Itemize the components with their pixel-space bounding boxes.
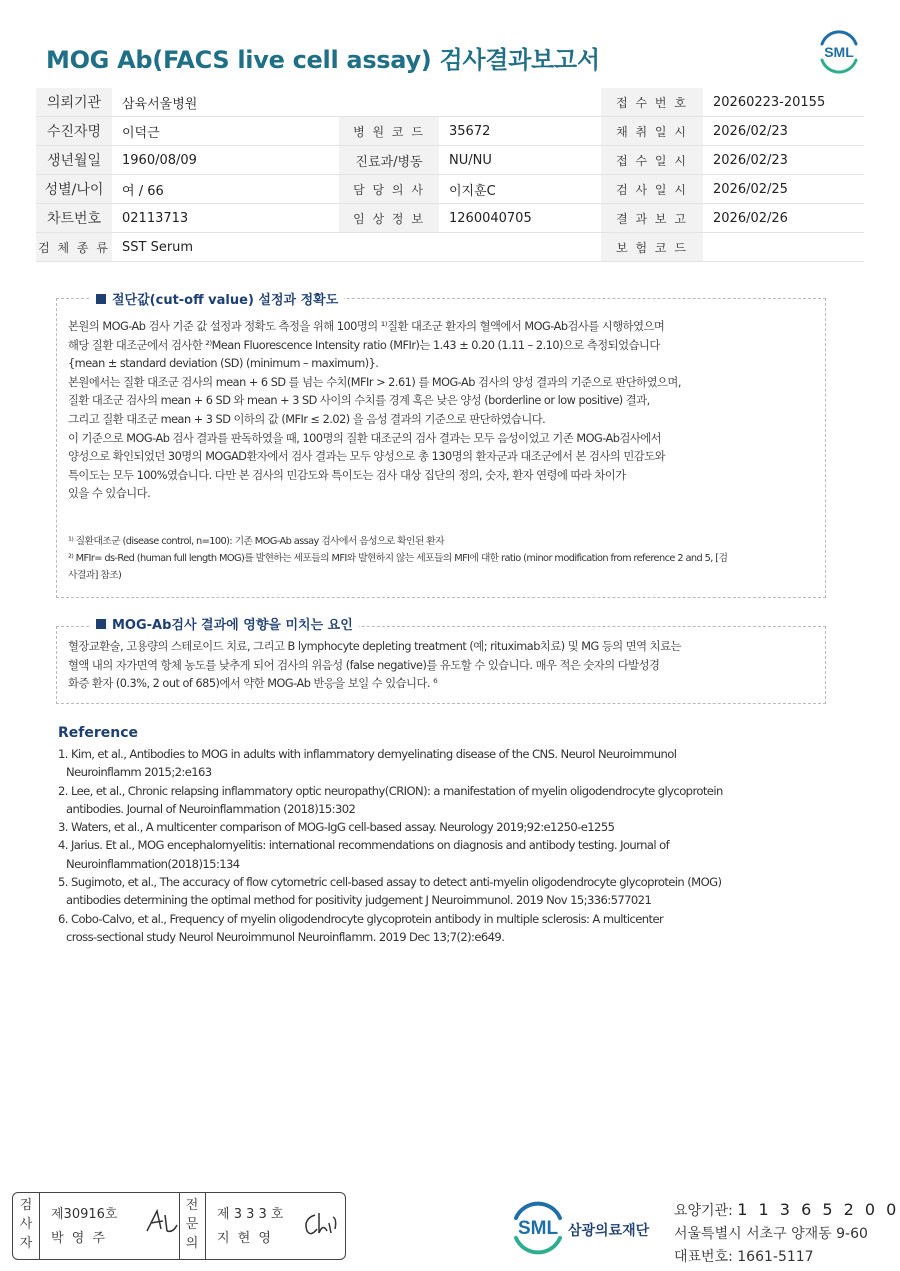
patient-info-table	[36, 88, 864, 262]
sex-age-label: 성별/나이	[36, 175, 112, 204]
specialist-signature-icon	[301, 1209, 339, 1239]
reference-line: 4. Jarius. Et al., MOG encephalomyelitis: international recommendations on diagnosis and antibody testing. Journal of	[58, 838, 670, 853]
reference-line: 3. Waters, et al., A multicenter comparison of MOG-IgG cell-based assay. Neurology 2019;92:e1250-e1255	[58, 820, 615, 835]
paragraph-line: 본원에서는 질환 대조군 검사의 mean + 6 SD 를 넘는 수치(MFIr > 2.61) 를 MOG-Ab 검사의 양성 결과의 기준으로 판단하였으며,	[68, 375, 681, 389]
insurance-code-label: 보 험 코 드	[601, 233, 703, 262]
paragraph-line: 혈장교환술, 고용량의 스테로이드 치료, 그리고 B lymphocyte depleting treatment (예; rituximab치료) 및 MG 등의 면역 치료는	[68, 640, 681, 653]
cutoff-section-body	[68, 318, 681, 504]
paragraph-line: 특이도는 모두 100%였습니다. 다만 본 검사의 민감도와 특이도는 검사 대상 집단의 정의, 숫자, 환자 연령에 따라 차이가	[68, 468, 626, 482]
collection-date-value: 2026/02/23	[703, 117, 864, 146]
signature-box	[12, 1192, 346, 1260]
receipt-date-value: 2026/02/23	[703, 146, 864, 175]
reference-line: 2. Lee, et al., Chronic relapsing inflammatory optic neuropathy(CRION): a manifestation of myelin oligodendrocyte glycoprotein	[58, 783, 723, 798]
reference-line: 5. Sugimoto, et al., The accuracy of flow cytometric cell-based assay to detect anti-myelin oligodendrocyte glycoprotein (MOG)	[58, 875, 722, 890]
reference-list	[58, 745, 723, 946]
requesting-institution-value: 삼육서울병원	[112, 88, 339, 117]
tester-signature-icon	[143, 1207, 179, 1237]
reference-line: Neuroinflamm 2015;2:e163	[66, 765, 212, 780]
birth-value: 1960/08/09	[112, 146, 339, 175]
care-institution-line: 요양기관: 1 1 3 6 5 2 0 0	[674, 1200, 900, 1219]
patient-name-label: 수진자명	[36, 117, 112, 146]
dept-value: NU/NU	[439, 146, 601, 175]
clinical-info-label: 임 상 정 보	[339, 204, 439, 233]
requesting-institution-label: 의뢰기관	[36, 88, 112, 117]
hospital-code-value: 35672	[439, 117, 601, 146]
receipt-date-label: 접 수 일 시	[601, 146, 703, 175]
sml-logo-icon	[510, 1198, 566, 1258]
paragraph-line: 혈액 내의 자가면역 항체 농도를 낮추게 되어 검사의 위음성 (false negative)를 유도할 수 있습니다. 매우 적은 숫자의 다발성경	[68, 658, 660, 672]
hospital-code-label: 병 원 코 드	[339, 117, 439, 146]
info-row	[36, 117, 864, 146]
collection-date-label: 채 취 일 시	[601, 117, 703, 146]
cutoff-section-title: 절단값(cut-off value) 설정과 정확도	[90, 289, 344, 308]
specimen-label: 검 체 종 류	[36, 233, 112, 262]
specialist-name: 지 현 영	[217, 1231, 273, 1246]
tester-license: 제30916호	[51, 1207, 118, 1222]
report-title: MOG Ab(FACS live cell assay) 검사결과보고서	[46, 46, 600, 74]
report-date-value: 2026/02/26	[703, 204, 864, 233]
reference-line: antibodies. Journal of Neuroinflammation (2018)15:302	[66, 801, 356, 816]
tester-name: 박 영 주	[51, 1231, 107, 1246]
receipt-no-label: 접 수 번 호	[601, 88, 703, 117]
reference-title: Reference	[58, 725, 139, 741]
phone-number: 1661-5117	[737, 1249, 814, 1265]
logo-text: SML	[517, 1218, 559, 1239]
test-date-value: 2026/02/25	[703, 175, 864, 204]
divider	[205, 1193, 206, 1259]
receipt-no-value: 20260223-20155	[703, 88, 864, 117]
paragraph-line: 질환 대조군 검사의 mean + 6 SD 와 mean + 3 SD 사이의 수치를 경계 혹은 낮은 양성 (borderline or low positive) 결과,	[68, 394, 650, 408]
paragraph-line: {mean ± standard deviation (SD) (minimum – maximum)}.	[68, 357, 379, 371]
footnote-line: ¹⁾ 질환대조군 (disease control, n=100): 기존 MOG-Ab assay 검사에서 음성으로 확인된 환자	[68, 536, 445, 547]
footer-info	[674, 1198, 899, 1269]
reference-line: antibodies determining the optimal method for positivity judgement J Neuroimmunol. 2019 Nov 15;336:577021	[66, 893, 652, 908]
reference-line: Neuroinflammation(2018)15:134	[66, 856, 240, 871]
reference-line: 6. Cobo-Calvo, et al., Frequency of myelin oligodendrocyte glycoprotein antibody in multiple sclerosis: A multicenter	[58, 911, 664, 926]
doctor-label: 담 당 의 사	[339, 175, 439, 204]
specialist-license: 제 3 3 3 호	[217, 1207, 284, 1222]
paragraph-line: 화증 환자 (0.3%, 2 out of 685)에서 약한 MOG-Ab 반응을 보일 수 있습니다. ⁶	[68, 677, 438, 691]
birth-label: 생년월일	[36, 146, 112, 175]
info-row	[36, 233, 864, 262]
reference-line: cross-sectional study Neurol Neuroimmunol Neuroinflamm. 2019 Dec 13;7(2):e649.	[66, 929, 505, 944]
insurance-code-value	[703, 233, 864, 262]
chart-no-label: 차트번호	[36, 204, 112, 233]
address: 서울특별시 서초구 양재동 9-60	[674, 1226, 868, 1242]
reference-line: 1. Kim, et al., Antibodies to MOG in adults with inflammatory demyelinating disease of the CNS. Neurol Neuroimmunol	[58, 747, 677, 761]
clinical-info-value: 1260040705	[439, 204, 601, 233]
square-bullet-icon	[96, 294, 106, 304]
paragraph-line: 있을 수 있습니다.	[68, 487, 151, 501]
sex-age-value: 여 / 66	[112, 175, 339, 204]
doctor-value: 이지훈C	[439, 175, 601, 204]
footnote-line: ²⁾ MFIr= ds-Red (human full length MOG)를 발현하는 세포들의 MFI와 발현하지 않는 세포들의 MFI에 대한 ratio (minor modification from reference 2 and 5, [검	[68, 553, 728, 564]
footnote-line: 사결과] 참조)	[68, 570, 122, 581]
paragraph-line: 해당 질환 대조군에서 검사한 ²⁾Mean Fluorescence Intensity ratio (MFIr)는 1.43 ± 0.20 (1.11 – 2.10)으로 측정되었습니다	[68, 338, 660, 352]
chart-no-value: 02113713	[112, 204, 339, 233]
paragraph-line: 이 기준으로 MOG-Ab 검사 결과를 판독하였을 때, 100명의 질환 대조군의 검사 결과는 모두 음성이었고 기존 MOG-Ab검사에서	[68, 431, 662, 445]
factors-section-body	[68, 638, 681, 694]
paragraph-line: 양성으로 확인되었던 30명의 MOGAD환자에서 검사 결과는 모두 양성으로 총 130명의 환자군과 대조군에서 본 검사의 민감도와	[68, 450, 666, 464]
info-row	[36, 146, 864, 175]
specimen-value: SST Serum	[112, 233, 339, 262]
test-date-label: 검 사 일 시	[601, 175, 703, 204]
divider	[39, 1193, 40, 1259]
factors-section-title: MOG-Ab검사 결과에 영향을 미치는 요인	[90, 614, 359, 633]
care-institution-number: 1 1 3 6 5 2 0 0	[737, 1200, 900, 1219]
info-row	[36, 175, 864, 204]
tester-label: 검 사 자	[19, 1198, 33, 1251]
dept-label: 진료과/병동	[339, 146, 439, 175]
paragraph-line: 본원의 MOG-Ab 검사 기준 값 설정과 정확도 측정을 위해 100명의 ¹⁾질환 대조군 환자의 혈액에서 MOG-Ab검사를 시행하였으며	[68, 320, 665, 333]
sml-logo-icon	[816, 30, 862, 74]
info-row	[36, 88, 864, 117]
paragraph-line: 그리고 질환 대조군 mean + 3 SD 이하의 값 (MFIr ≤ 2.02) 을 음성 결과의 기준으로 판단하였습니다.	[68, 412, 546, 426]
info-row	[36, 204, 864, 233]
patient-name-value: 이덕근	[112, 117, 339, 146]
phone-line: 대표번호: 1661-5117	[674, 1249, 814, 1265]
logo-text: SML	[824, 44, 854, 60]
square-bullet-icon	[96, 619, 106, 629]
specialist-label: 전 문 의	[185, 1198, 199, 1251]
organization-name: 삼광의료재단	[568, 1223, 650, 1239]
cutoff-footnotes	[68, 533, 727, 584]
report-date-label: 결 과 보 고	[601, 204, 703, 233]
